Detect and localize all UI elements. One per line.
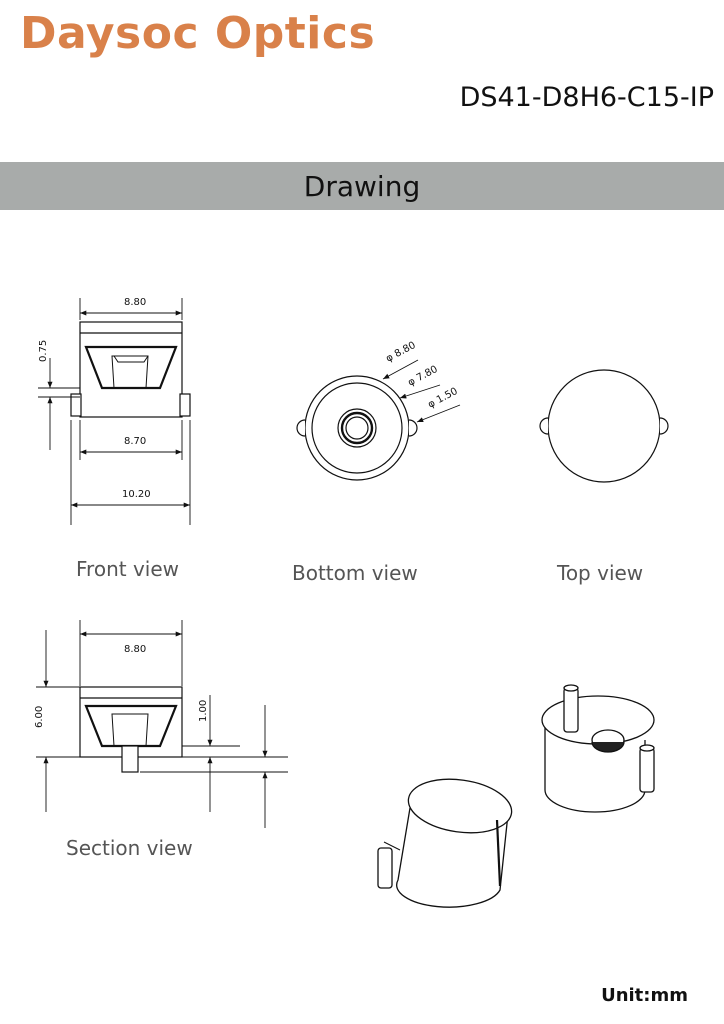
front-right-pin bbox=[180, 394, 190, 416]
section-view-caption: Section view bbox=[66, 836, 193, 860]
top-left-pin bbox=[540, 418, 548, 434]
model-number: DS41-D8H6-C15-IP bbox=[459, 82, 714, 113]
bottom-view-caption: Bottom view bbox=[292, 561, 418, 585]
unit-label: Unit:mm bbox=[601, 985, 688, 1006]
iso-view-upright bbox=[542, 685, 654, 812]
bottom-outer-circle bbox=[305, 376, 409, 480]
dim-bottom-inner: φ 7.80 bbox=[406, 363, 440, 389]
dim-section-step: 1.00 bbox=[198, 699, 209, 722]
banner-title: Drawing bbox=[303, 170, 421, 203]
bottom-left-pin bbox=[297, 420, 305, 436]
dim-bottom-pin: φ 1.50 bbox=[426, 385, 460, 411]
bottom-inner-circle bbox=[312, 383, 402, 473]
top-view-caption: Top view bbox=[557, 561, 644, 585]
section-center-pin bbox=[122, 746, 138, 772]
section-view-drawing bbox=[36, 620, 288, 828]
dim-front-step: 0.75 bbox=[38, 339, 49, 362]
iso-view-inverted bbox=[378, 773, 515, 907]
top-right-pin bbox=[660, 418, 668, 434]
front-view-drawing bbox=[38, 298, 190, 525]
bottom-view-drawing bbox=[297, 360, 460, 480]
brand-logo-text: Daysoc Optics bbox=[20, 8, 376, 59]
dim-front-width-top: 8.80 bbox=[124, 297, 147, 308]
top-view-drawing bbox=[540, 370, 668, 482]
dim-section-height: 6.00 bbox=[34, 705, 45, 728]
dim-bottom-outer: φ 8.80 bbox=[384, 339, 418, 365]
dim-front-width-pins: 10.20 bbox=[122, 489, 151, 500]
front-view-caption: Front view bbox=[76, 557, 179, 581]
top-outer-circle bbox=[548, 370, 660, 482]
bottom-right-pin bbox=[409, 420, 417, 436]
dim-section-width: 8.80 bbox=[124, 644, 147, 655]
dim-front-width-base: 8.70 bbox=[124, 436, 147, 447]
